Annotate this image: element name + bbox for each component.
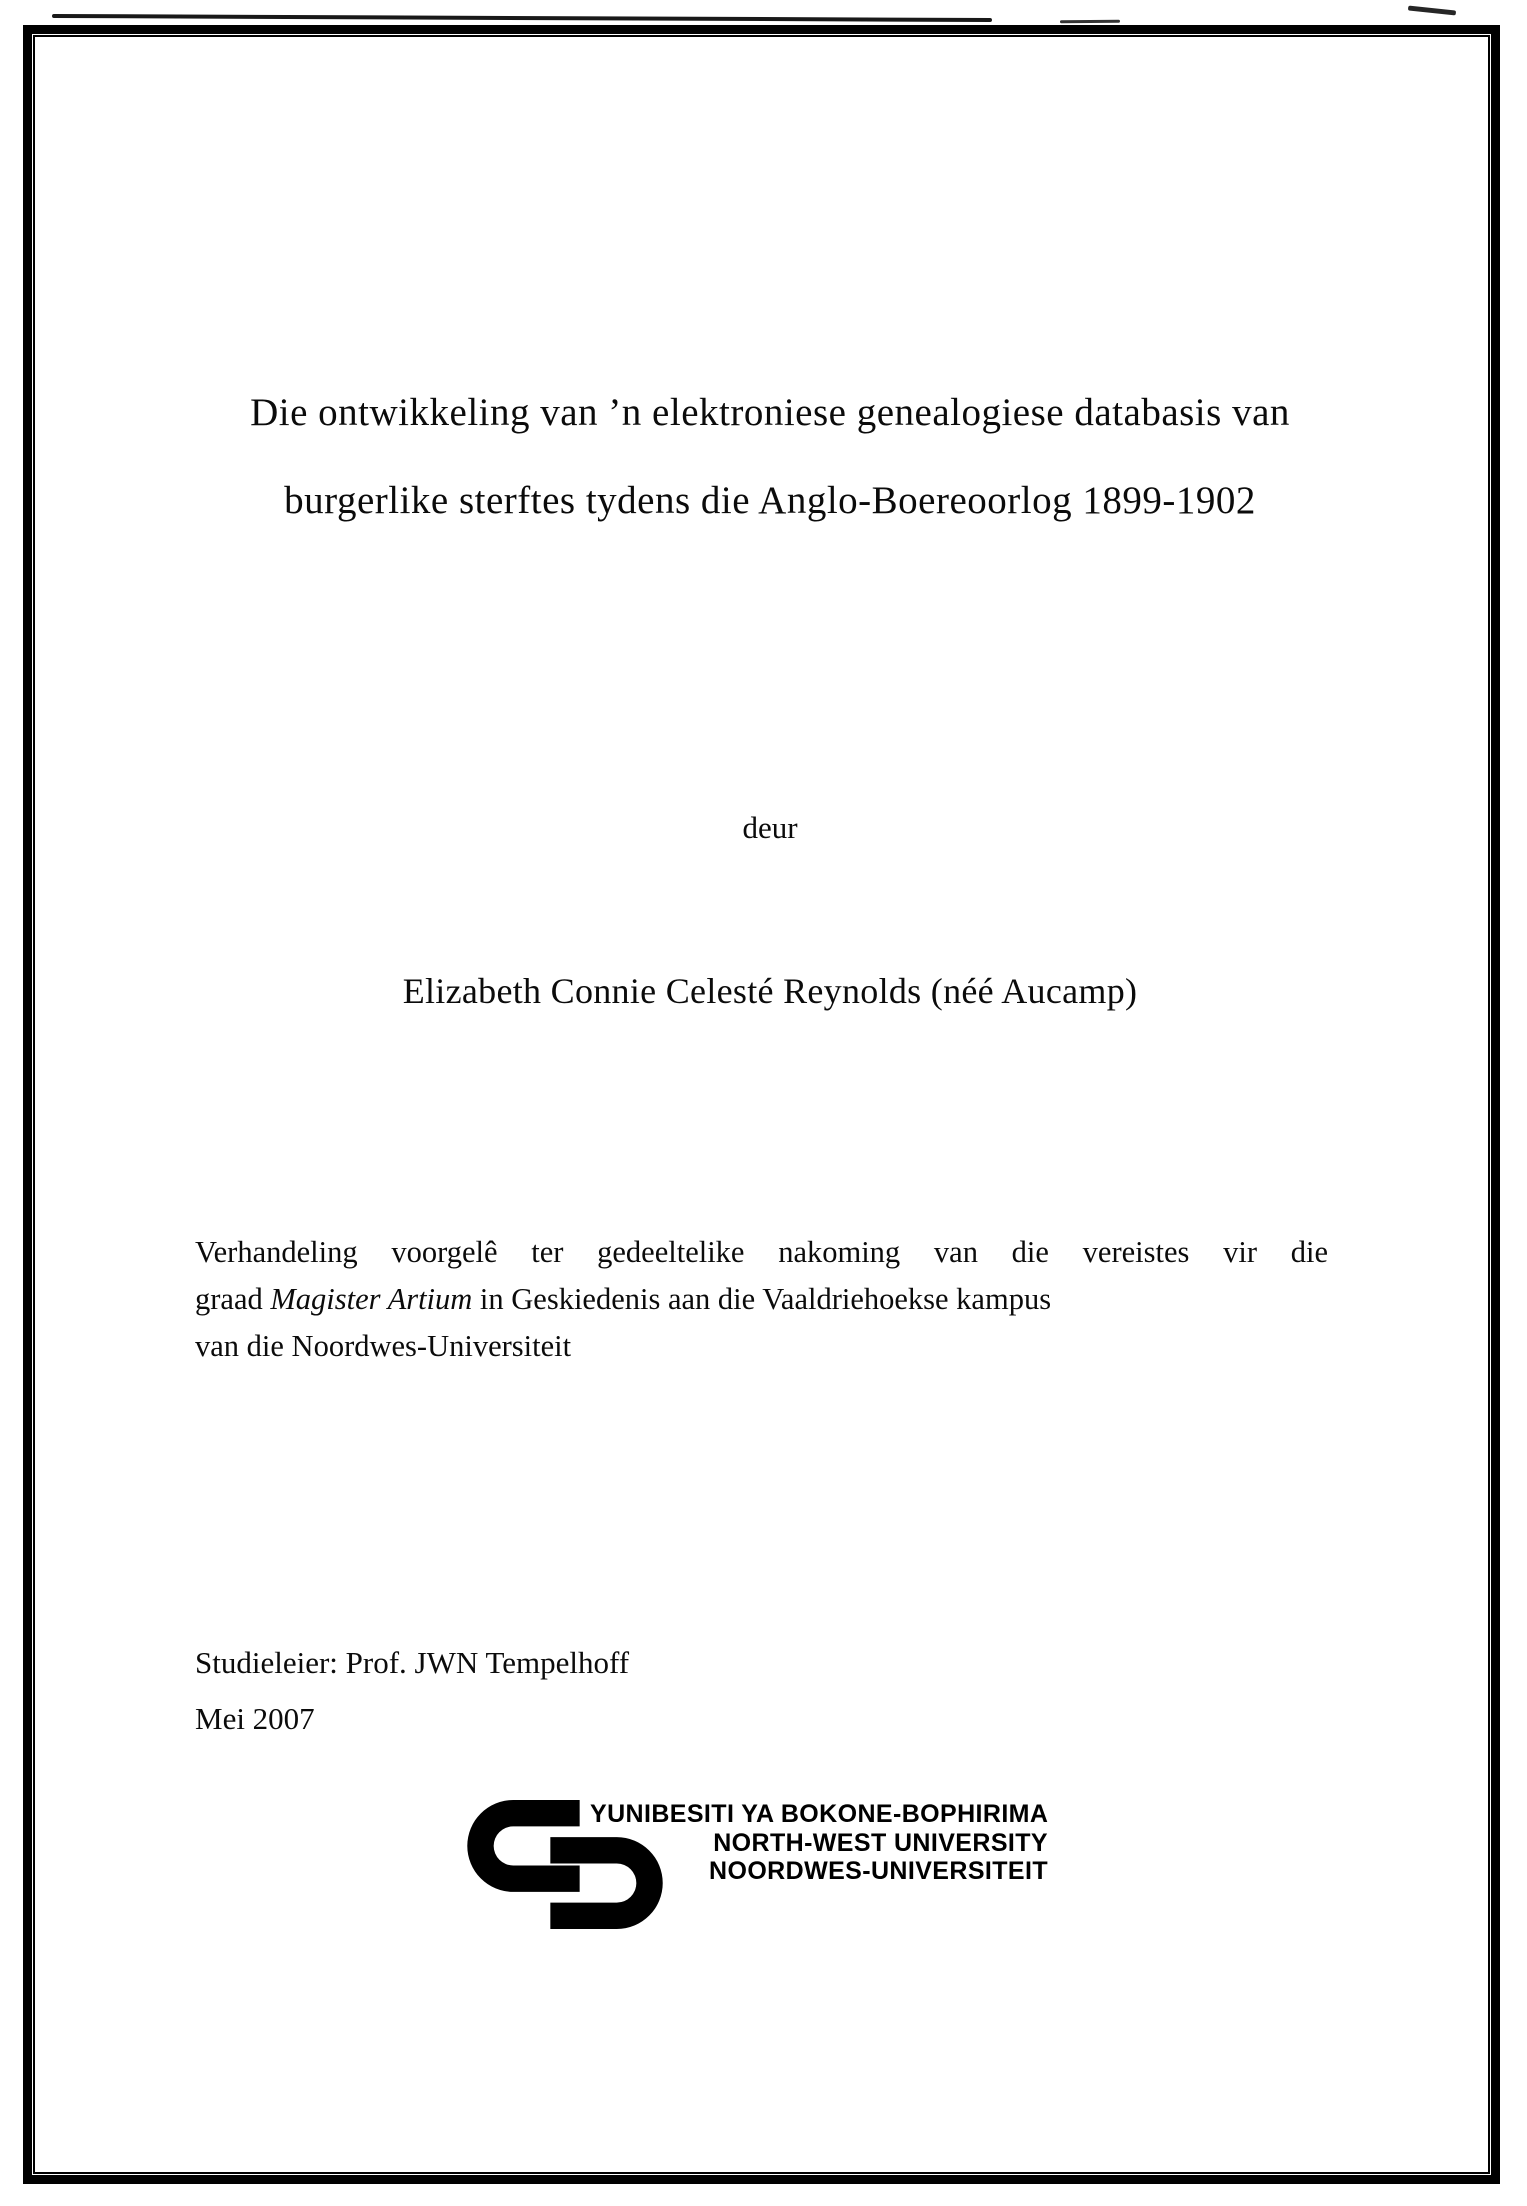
university-logo <box>467 1798 1067 1938</box>
university-name-afrikaans: NOORDWES-UNIVERSITEIT <box>709 1857 1048 1885</box>
title-line-1: Die ontwikkeling van ’n elektroniese genealogiese databasis van <box>250 391 1290 434</box>
thesis-line-2 <box>195 1276 1328 1323</box>
scan-artifact-line <box>52 14 992 22</box>
thesis-line-1: Verhandeling voorgelê ter gedeeltelike nakoming van die vereistes vir die <box>195 1235 1328 1269</box>
thesis-line-2-prefix: graad <box>195 1282 271 1316</box>
thesis-statement <box>195 1229 1328 1370</box>
page-title <box>190 369 1350 545</box>
byline: deur <box>742 810 798 845</box>
author-name: Elizabeth Connie Celesté Reynolds (néé Aucamp) <box>402 971 1138 1011</box>
degree-name: Magister Artium <box>270 1282 473 1316</box>
supervisor-block <box>195 1635 629 1747</box>
thesis-line-3: van die Noordwes-Universiteit <box>195 1329 572 1363</box>
date-line: Mei 2007 <box>195 1701 315 1736</box>
scan-artifact-speck <box>1060 20 1120 23</box>
title-line-2: burgerlike sterftes tydens die Anglo-Boereoorlog 1899-1902 <box>284 479 1256 522</box>
supervisor-line: Studieleier: Prof. JWN Tempelhoff <box>195 1645 630 1680</box>
thesis-line-2-suffix: in Geskiedenis aan die Vaaldriehoekse kampus <box>472 1282 1052 1316</box>
university-names <box>590 1800 1048 1886</box>
scan-artifact-mark <box>1408 6 1456 16</box>
university-name-setswana: YUNIBESITI YA BOKONE-BOPHIRIMA <box>590 1800 1049 1828</box>
university-name-english: NORTH-WEST UNIVERSITY <box>713 1828 1048 1857</box>
